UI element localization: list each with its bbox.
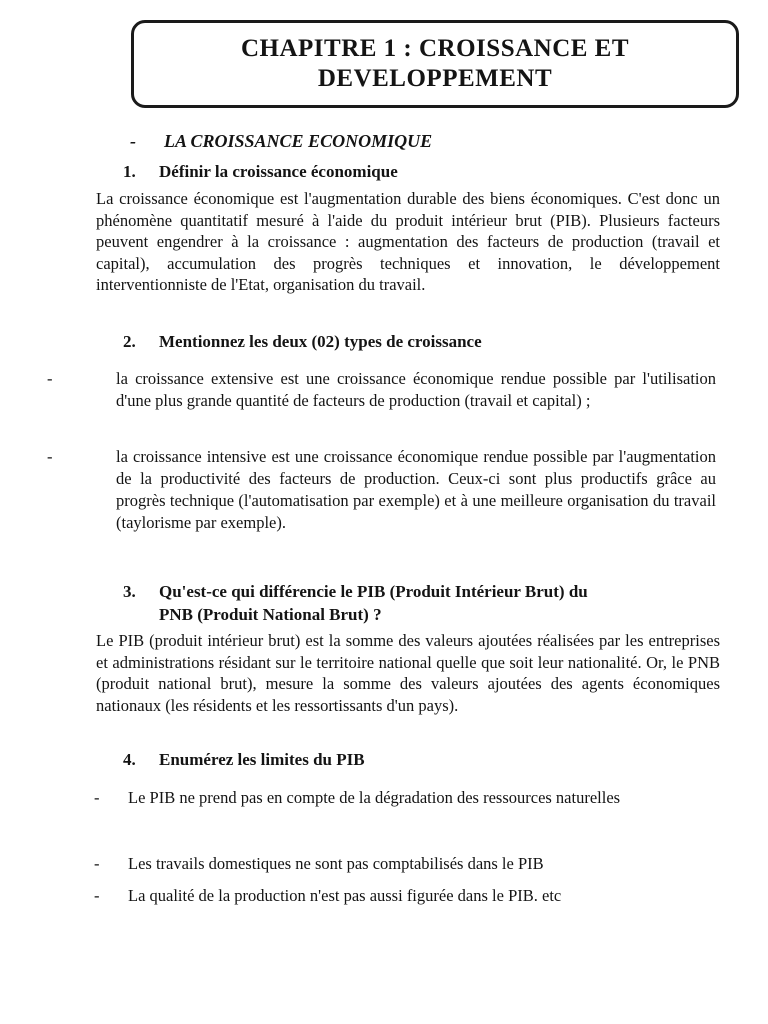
question-1 (123, 162, 398, 182)
section-heading-text: LA CROISSANCE ECONOMIQUE (164, 131, 433, 151)
question-3-text: Qu'est-ce qui différencie le PIB (Produit Intérieur Brut) du (159, 582, 588, 601)
section-dash: - (130, 131, 136, 151)
question-3-line-1 (123, 582, 588, 602)
bullet-dash: - (94, 854, 100, 873)
question-2 (123, 332, 482, 352)
question-4 (123, 750, 365, 770)
bullet-dash: - (47, 447, 53, 466)
bullet-dash: - (47, 369, 53, 388)
question-4-text: Enumérez les limites du PIB (159, 750, 365, 769)
bullet-text: la croissance extensive est une croissance économique rendue possible par l'utilisation d'une plus grande quantité de facteurs de production (travail et capital) ; (116, 369, 716, 410)
question-1-text: Définir la croissance économique (159, 162, 398, 181)
answer-1-paragraph: La croissance économique est l'augmentation durable des biens économiques. C'est donc un phénomène quantitatif mesuré à l'aide du produit intérieur brut (PIB). Plusieurs facteurs peuvent engendrer à la croissance : augmentation des facteurs de production (travail et capital), accumulation des progrès techniques et innovation, le développement interventionniste de l'Etat, organisation du travail. (96, 189, 720, 295)
bullet-dash: - (94, 788, 100, 807)
bullet-text: Les travails domestiques ne sont pas comptabilisés dans le PIB (128, 854, 544, 873)
question-3-number: 3. (123, 582, 136, 601)
section-heading (130, 131, 432, 152)
question-3-line-2: PNB (Produit National Brut) ? (159, 605, 382, 624)
question-2-text: Mentionnez les deux (02) types de croissance (159, 332, 482, 351)
bullet-text: la croissance intensive est une croissance économique rendue possible par l'augmentation de la productivité des facteurs de production. Ceux-ci sont plus productifs grâce au progrès technique (l'automatisation par exemple) et à une meilleure organisation du travail (taylorisme par exemple). (116, 447, 716, 532)
bullet-dash: - (94, 886, 100, 905)
question-4-number: 4. (123, 750, 136, 769)
chapter-title-line-1: CHAPITRE 1 : CROISSANCE ET (240, 35, 630, 62)
bullet-text: Le PIB ne prend pas en compte de la dégradation des ressources naturelles (128, 788, 621, 807)
chapter-title-box (131, 20, 739, 108)
chapter-title-line-2: DEVELOPPEMENT (317, 65, 553, 92)
question-2-number: 2. (123, 332, 136, 351)
question-1-number: 1. (123, 162, 136, 181)
bullet-text: La qualité de la production n'est pas aussi figurée dans le PIB. etc (128, 886, 562, 905)
answer-3-paragraph: Le PIB (produit intérieur brut) est la somme des valeurs ajoutées réalisées par les entreprises et administrations résidant sur le territoire national quelle que soit leur nationalité. Or, le PNB (produit national brut), mesure la somme des valeurs ajoutées des agents économiques nationaux (les résidents et les ressortissants d'un pays). (96, 631, 720, 715)
